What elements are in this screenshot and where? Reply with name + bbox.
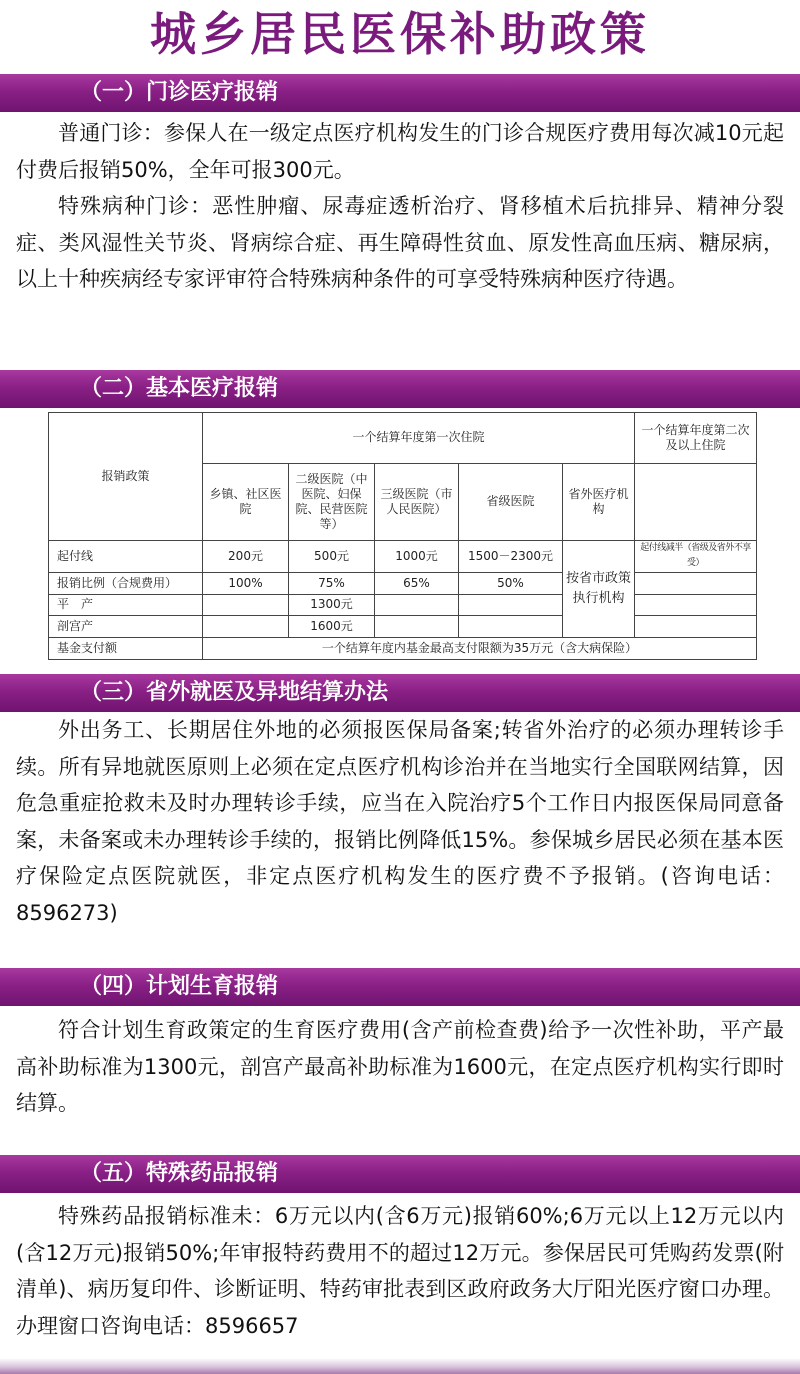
first-stay-header: 一个结算年度第一次住院 <box>203 413 635 464</box>
cell-fund-limit: 一个结算年度内基金最高支付限额为35万元（含大病保险） <box>203 638 757 660</box>
cell-deductible-tertiary: 1000元 <box>375 540 459 572</box>
section-heading-outpatient: （一）门诊医疗报销 <box>0 74 800 112</box>
section-heading-out-of-province: （三）省外就医及异地结算办法 <box>0 674 800 712</box>
row-label-cesarean: 剖宫产 <box>49 616 203 638</box>
row-label-ratio: 报销比例（合规费用） <box>49 572 203 594</box>
paragraph-special-drugs: 特殊药品报销标准未：6万元以内(含6万元)报销60%;6万元以上12万元以内(含12万元)报销50%;年审报特药费用不的超过12万元。参保居民可凭购药发票(附清单)、病历复印件、诊断证明、特药审批表到区政府政务大厅阳光医疗窗口办理。办理窗口咨询电话：8596657 <box>16 1204 784 1338</box>
col-secondary-hospital: 二级医院（中医院、妇保院、民营医院等） <box>289 463 375 540</box>
row-label-deductible: 起付线 <box>49 540 203 572</box>
cell-deductible-township: 200元 <box>203 540 289 572</box>
cell-natural-birth-second-stay <box>635 594 757 616</box>
cell-out-of-province-note: 按省市政策执行机构 <box>563 540 635 638</box>
cell-natural-birth-tertiary <box>375 594 459 616</box>
cell-ratio-provincial: 50% <box>459 572 563 594</box>
row-label-fund: 基金支付额 <box>49 638 203 660</box>
cell-natural-birth-secondary: 1300元 <box>289 594 375 616</box>
cell-natural-birth-provincial <box>459 594 563 616</box>
cell-cesarean-township <box>203 616 289 638</box>
cell-ratio-secondary: 75% <box>289 572 375 594</box>
section-heading-basic-medical: （二）基本医疗报销 <box>0 370 800 408</box>
reimbursement-table <box>48 412 757 660</box>
col-out-of-province: 省外医疗机构 <box>563 463 635 540</box>
col-township-hospital: 乡镇、社区医院 <box>203 463 289 540</box>
paragraph-family-planning: 符合计划生育政策定的生育医疗费用(含产前检查费)给予一次性补助，平产最高补助标准为1300元，剖宫产最高补助标准为1600元，在定点医疗机构实行即时结算。 <box>16 1018 784 1116</box>
col-tertiary-hospital: 三级医院（市人民医院） <box>375 463 459 540</box>
paragraph-general-outpatient: 普通门诊：参保人在一级定点医疗机构发生的门诊合规医疗费用每次减10元起付费后报销50%，全年可报300元。 <box>16 121 784 182</box>
cell-cesarean-secondary: 1600元 <box>289 616 375 638</box>
paragraph-special-outpatient: 特殊病种门诊：恶性肿瘤、尿毒症透析治疗、肾移植术后抗排异、精神分裂症、类风湿性关节炎、肾病综合症、再生障碍性贫血、原发性高血压病、糖尿病，以上十种疾病经专家评审符合特殊病种条件的可享受特殊病种医疗待遇。 <box>16 194 784 292</box>
cell-deductible-second-stay: 起付线减半（省级及省外不享受） <box>635 540 757 572</box>
cell-cesarean-tertiary <box>375 616 459 638</box>
bottom-decoration <box>0 1358 800 1374</box>
cell-deductible-secondary: 500元 <box>289 540 375 572</box>
cell-cesarean-second-stay <box>635 616 757 638</box>
paragraph-out-of-province: 外出务工、长期居住外地的必须报医保局备案;转省外治疗的必须办理转诊手续。所有异地就医原则上必须在定点医疗机构诊治并在当地实行全国联网结算，因危急重症抢救未及时办理转诊手续，应当在入院治疗5个工作日内报医保局同意备案，未备案或未办理转诊手续的，报销比例降低15%。参保城乡居民必须在基本医疗保险定点医院就医，非定点医疗机构发生的医疗费不予报销。(咨询电话：8596273) <box>16 718 784 925</box>
cell-cesarean-provincial <box>459 616 563 638</box>
section-heading-special-drugs: （五）特殊药品报销 <box>0 1155 800 1193</box>
cell-natural-birth-township <box>203 594 289 616</box>
cell-ratio-tertiary: 65% <box>375 572 459 594</box>
col-second-stay-empty <box>635 463 757 540</box>
policy-header: 报销政策 <box>49 413 203 541</box>
cell-deductible-provincial: 1500－2300元 <box>459 540 563 572</box>
cell-ratio-township: 100% <box>203 572 289 594</box>
row-label-natural-birth: 平 产 <box>49 594 203 616</box>
col-provincial-hospital: 省级医院 <box>459 463 563 540</box>
section-heading-family-planning: （四）计划生育报销 <box>0 968 800 1006</box>
second-stay-header: 一个结算年度第二次及以上住院 <box>635 413 757 464</box>
page-title: 城乡居民医保补助政策 <box>150 7 650 61</box>
cell-ratio-second-stay <box>635 572 757 594</box>
